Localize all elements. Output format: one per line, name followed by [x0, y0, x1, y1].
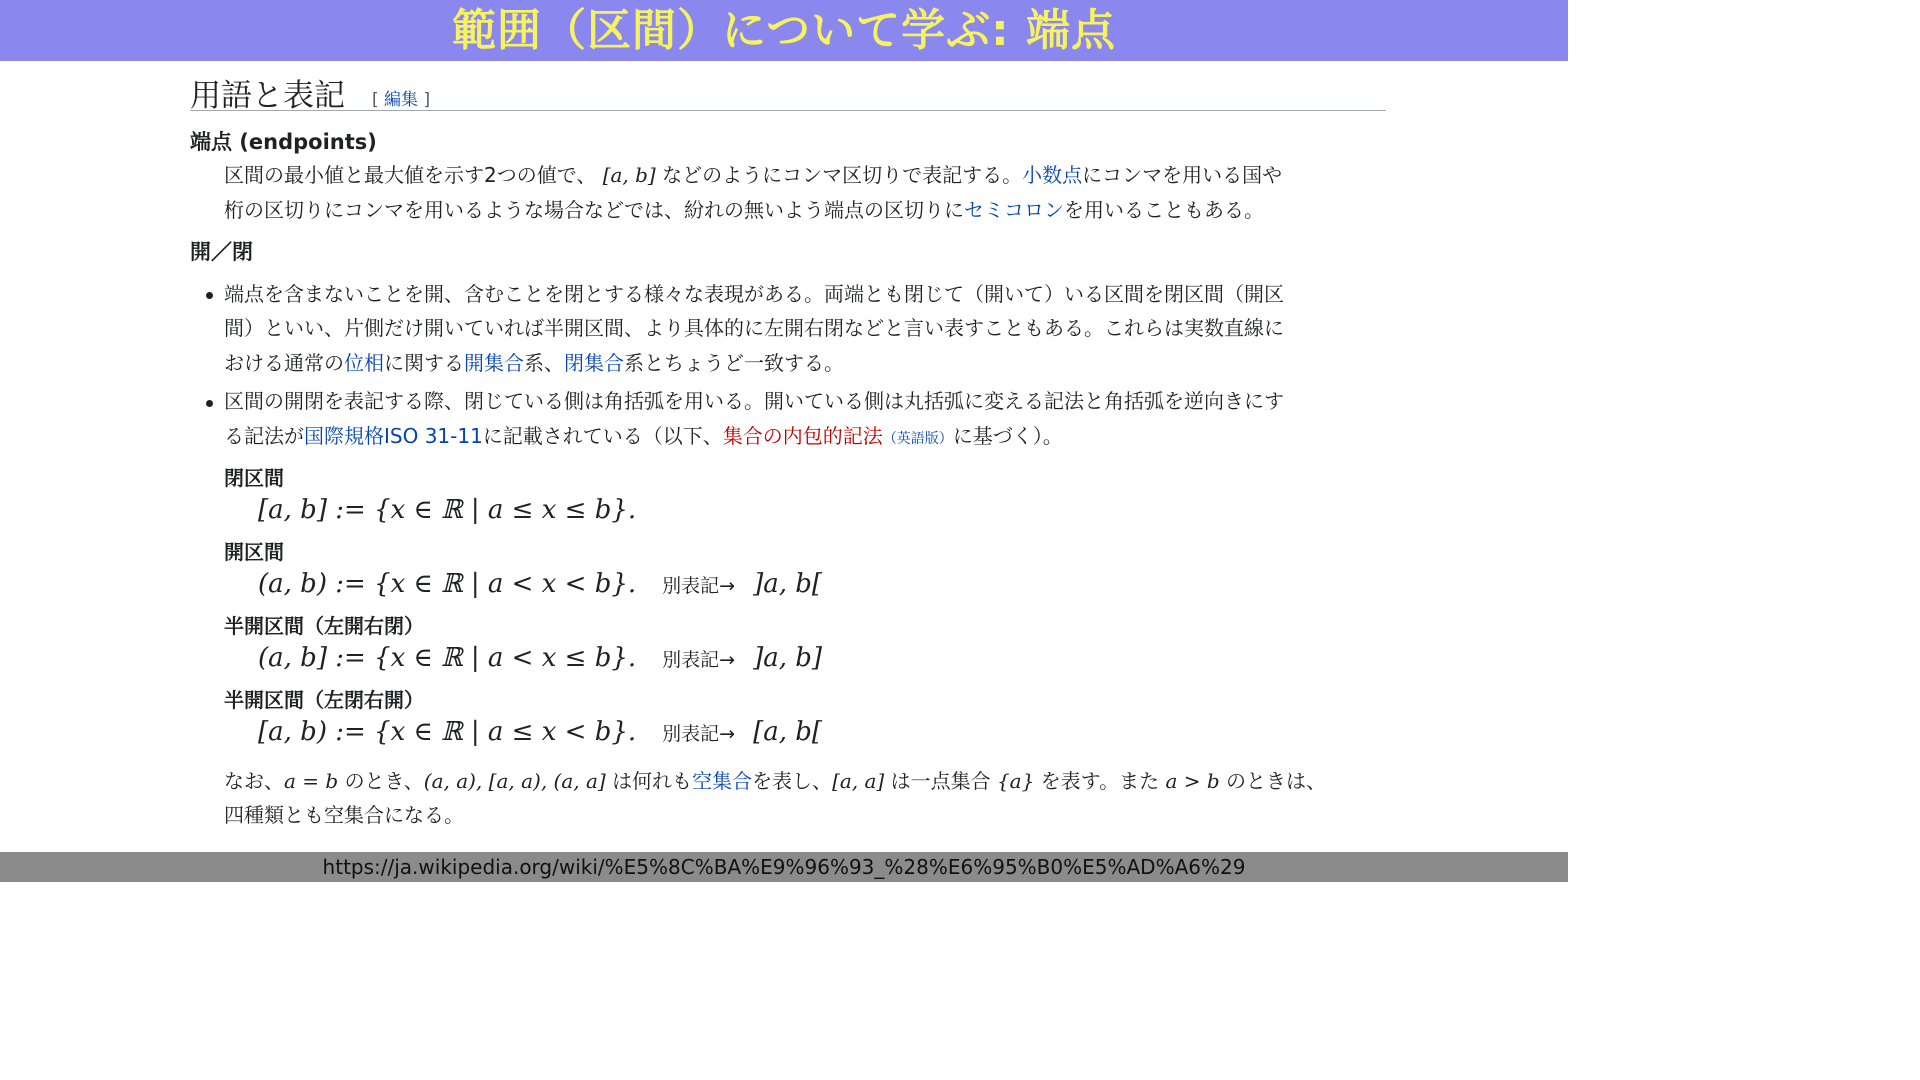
- bullet2-line-2: [224, 419, 1063, 457]
- link-decimal-point[interactable]: 小数点: [1022, 163, 1083, 187]
- text: を表し、: [752, 769, 833, 793]
- alt-notation: ]a, b[: [753, 569, 823, 599]
- endpoints-line-1: [224, 158, 1282, 193]
- text: る記法が: [224, 424, 304, 448]
- link-empty-set[interactable]: 空集合: [692, 769, 753, 793]
- math-inline: {a}: [996, 769, 1035, 793]
- endpoints-line-2: [224, 193, 1264, 228]
- text: に記載されている（以下、: [482, 424, 723, 448]
- formula-text: [a, b] := {x ∈ ℝ | a ≤ x ≤ b}.: [258, 495, 637, 525]
- text: を用いることもある。: [1064, 198, 1264, 222]
- interval-name: 半開区間（左開右閉）: [224, 614, 424, 638]
- source-url: https://ja.wikipedia.org/wiki/%E5%8C%BA%E9%96%93_%28%E6%95%B0%E5%AD%A6%29: [322, 855, 1246, 879]
- text: などのようにコンマ区切りで表記する。: [662, 163, 1023, 187]
- alt-notation: ]a, b]: [753, 643, 823, 673]
- bullet2-line-1: 区間の開閉を表記する際、閉じている側は角括弧を用いる。開いている側は丸括弧に変える記法と角括弧を逆向きにす: [224, 389, 1284, 413]
- text: のとき、: [344, 769, 424, 793]
- endpoints-heading: 端点 (endpoints): [190, 130, 377, 154]
- edit-link[interactable]: 編集: [384, 90, 419, 110]
- alt-notation: [a, b[: [753, 717, 823, 747]
- text: 系、: [524, 351, 564, 375]
- section-title: 用語と表記: [190, 78, 345, 114]
- article-content: [190, 64, 1386, 114]
- bullet-icon: [206, 292, 213, 299]
- text: にコンマを用いる国や: [1082, 163, 1283, 187]
- math-inline: [a, b]: [602, 163, 656, 187]
- text: なお、: [224, 769, 284, 793]
- text: に基づく）。: [952, 424, 1063, 448]
- formula-text: (a, b] := {x ∈ ℝ | a < x ≤ b}.: [258, 643, 637, 673]
- text: は一点集合: [890, 769, 991, 793]
- link-open-set[interactable]: 開集合: [464, 351, 524, 375]
- formula-text: (a, b) := {x ∈ ℝ | a < x < b}.: [258, 569, 637, 599]
- note-line-1: [224, 764, 1326, 799]
- link-semicolon[interactable]: セミコロン: [964, 198, 1064, 222]
- interval-formula: [258, 495, 636, 525]
- link-iso-31-11[interactable]: 国際規格ISO 31-11: [304, 424, 483, 448]
- bullet1-line-2: 間）といい、片側だけ開いていれば半開区間、より具体的に左開右閉などと言い表すこともある。これらは実数直線に: [224, 316, 1284, 340]
- interval-formula: [258, 643, 822, 673]
- section-header: [190, 64, 1386, 114]
- edit-bracket-close: ]: [423, 90, 431, 110]
- alt-notation-label: 別表記→: [662, 649, 736, 671]
- interval-formula: [258, 717, 822, 747]
- formula-text: [a, b) := {x ∈ ℝ | a ≤ x < b}.: [258, 717, 637, 747]
- bullet1-line-3: [224, 346, 844, 381]
- text: は何れも: [612, 769, 693, 793]
- alt-notation-label: 別表記→: [662, 575, 736, 597]
- bullet-icon: [206, 400, 213, 407]
- text: 桁の区切りにコンマを用いるような場合などでは、紛れの無いよう端点の区切りに: [224, 198, 964, 222]
- interval-name: 開区間: [224, 540, 284, 564]
- text: 系とちょうど一致する。: [624, 351, 844, 375]
- interval-name: 半開区間（左閉右開）: [224, 688, 424, 712]
- math-inline: a > b: [1165, 769, 1220, 793]
- math-inline: a = b: [284, 769, 339, 793]
- text: おける通常の: [224, 351, 344, 375]
- link-closed-set[interactable]: 閉集合: [564, 351, 624, 375]
- alt-notation-label: 別表記→: [662, 723, 736, 745]
- openclosed-heading: 開／閉: [190, 240, 253, 264]
- slide-title-banner: [0, 0, 1568, 61]
- link-english-version[interactable]: （英語版）: [882, 431, 953, 447]
- interval-formula: [258, 569, 822, 599]
- source-url-bar: [0, 852, 1568, 882]
- interval-name: 閉区間: [224, 466, 284, 490]
- edit-section: [372, 85, 430, 110]
- bullet1-line-1: 端点を含まないことを開、含むことを閉とする様々な表現がある。両端とも閉じて（開いて）いる区間を閉区間（開区: [224, 282, 1284, 306]
- redlink-set-builder-notation[interactable]: 集合の内包的記法: [722, 424, 883, 448]
- text: に関する: [384, 351, 464, 375]
- text: を表す。また: [1040, 769, 1160, 793]
- text: 区間の最小値と最大値を示す2つの値で、: [224, 163, 597, 187]
- link-topology[interactable]: 位相: [344, 351, 384, 375]
- slide-title: 範囲（区間）について学ぶ: 端点: [451, 5, 1117, 56]
- edit-bracket-open: [: [372, 90, 379, 110]
- math-inline: [a, a]: [832, 769, 885, 793]
- note-line-2: 四種類とも空集合になる。: [224, 803, 464, 827]
- text: のときは、: [1226, 769, 1327, 793]
- math-inline: (a, a), [a, a), (a, a]: [423, 769, 606, 793]
